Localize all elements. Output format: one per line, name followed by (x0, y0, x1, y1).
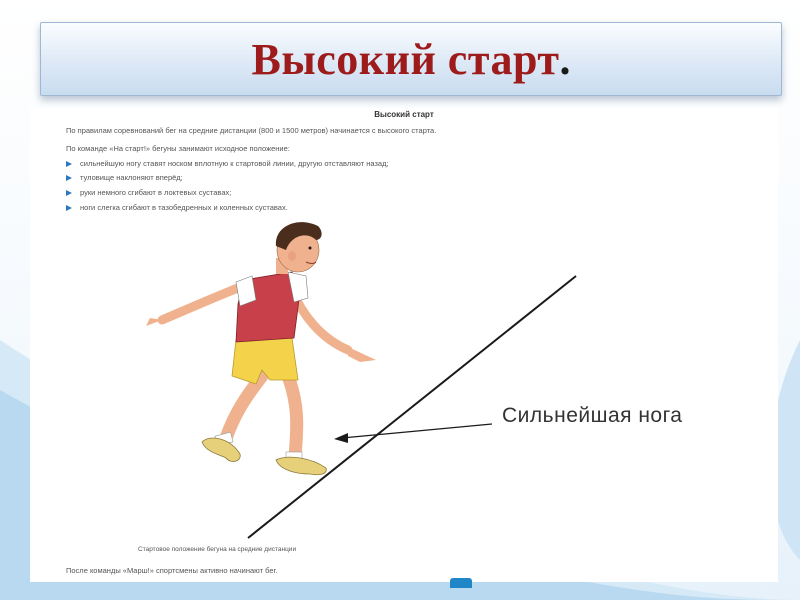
runner-illustration (30, 108, 778, 582)
list-item-text: руки немного сгибают в локтевых суставах; (80, 188, 232, 197)
slide-title-period: . (559, 34, 571, 84)
slide-title: Высокий старт (251, 34, 560, 84)
illustration-caption: Стартовое положение бегуна на средние дистанции (138, 546, 297, 553)
slide-title-box (40, 22, 782, 96)
list-item-text: ноги слегка сгибают в тазобедренных и коленных суставах. (80, 203, 288, 212)
pointer-line (342, 424, 492, 438)
document-heading: Высокий старт (374, 110, 434, 119)
list-item-text: сильнейшую ногу ставят носком вплотную к стартовой линии, другую отставляют назад; (80, 159, 389, 168)
page-tab-marker (450, 578, 472, 588)
document-footer-text: После команды «Марш!» спортсмены активно начинают бег. (66, 566, 278, 575)
document-image (30, 108, 778, 582)
list-item-text: туловище наклоняют вперёд; (80, 173, 183, 182)
document-command-line: По команде «На старт!» бегуны занимают исходное положение: (66, 144, 290, 153)
document-intro: По правилам соревнований бег на средние дистанции (800 и 1500 метров) начинается с высокого старта. (66, 126, 437, 135)
strongest-leg-label: Сильнейшая нога (502, 404, 683, 427)
pointer-arrowhead (334, 433, 348, 443)
